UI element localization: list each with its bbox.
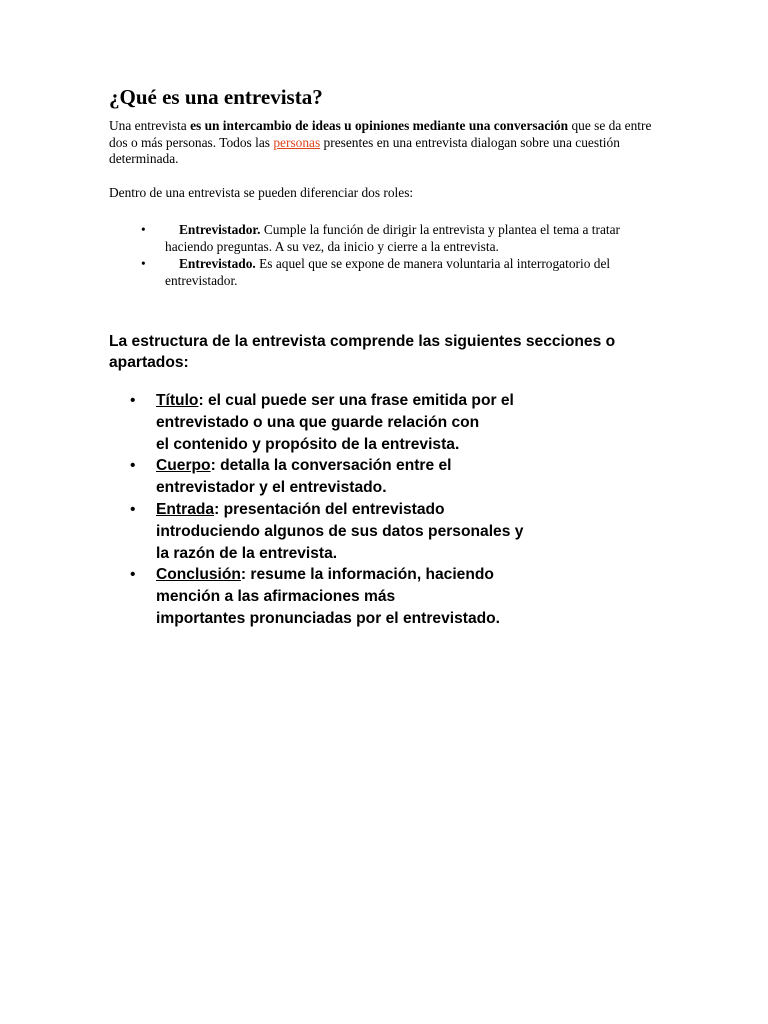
- bullet-icon: •: [130, 566, 136, 584]
- bullet-icon: •: [141, 256, 146, 271]
- bullet-icon: •: [141, 222, 146, 237]
- role-term: Entrevistado.: [179, 256, 256, 271]
- bullet-icon: •: [130, 500, 136, 518]
- section-desc: : resume la información, haciendo mención a las afirmaciones más importantes pronunciadas por el entrevistado.: [156, 566, 500, 627]
- bullet-icon: •: [130, 457, 136, 475]
- section-term: Cuerpo: [156, 457, 211, 475]
- roles-intro: Dentro de una entrevista se pueden diferenciar dos roles:: [109, 184, 414, 200]
- bullet-icon: •: [130, 392, 136, 409]
- sections-list: [109, 390, 661, 630]
- section-term: Conclusión: [156, 566, 241, 584]
- section-term: Entrada: [156, 500, 215, 518]
- list-item-titulo: [130, 390, 661, 455]
- intro-bold-text: es un intercambio de ideas u opiniones mediante una conversación: [190, 118, 569, 133]
- intro-paragraph: [109, 118, 661, 168]
- personas-link[interactable]: personas: [273, 134, 321, 150]
- list-item-entrevistador: [141, 222, 661, 255]
- intro-text-3: presentes en una entrevista dialogan sobre una cuestión determinada.: [109, 134, 620, 166]
- role-desc: Cumple la función de dirigir la entrevista y plantea el tema a tratar haciendo preguntas. A su vez, da inicio y cierre a la entrevista.: [165, 222, 621, 254]
- section-term: Título: [156, 392, 199, 409]
- document-content: [109, 84, 661, 630]
- intro-text-2: que se da entre dos o más personas. Todos las: [109, 118, 652, 150]
- section-desc: : detalla la conversación entre el entrevistador y el entrevistado.: [156, 457, 452, 497]
- list-item-cuerpo: [130, 455, 661, 499]
- list-item-conclusion: [130, 564, 661, 629]
- section-desc: : presentación del entrevistado introduciendo algunos de sus datos personales y la razón de la entrevista.: [156, 500, 524, 562]
- structure-heading: La estructura de la entrevista comprende las siguientes secciones o apartados:: [109, 333, 616, 371]
- role-term: Entrevistador.: [179, 222, 261, 237]
- list-item-entrada: [130, 499, 661, 564]
- list-item-entrevistado: [141, 256, 661, 289]
- role-desc: Es aquel que se expone de manera voluntaria al interrogatorio del entrevistador.: [165, 256, 611, 288]
- page-title: ¿Qué es una entrevista?: [109, 85, 323, 109]
- section-desc: : el cual puede ser una frase emitida por el entrevistado o una que guarde relación con el contenido y propósito de la entrevista.: [156, 392, 514, 453]
- roles-list: [109, 222, 661, 289]
- intro-text-1: Una entrevista: [109, 118, 191, 133]
